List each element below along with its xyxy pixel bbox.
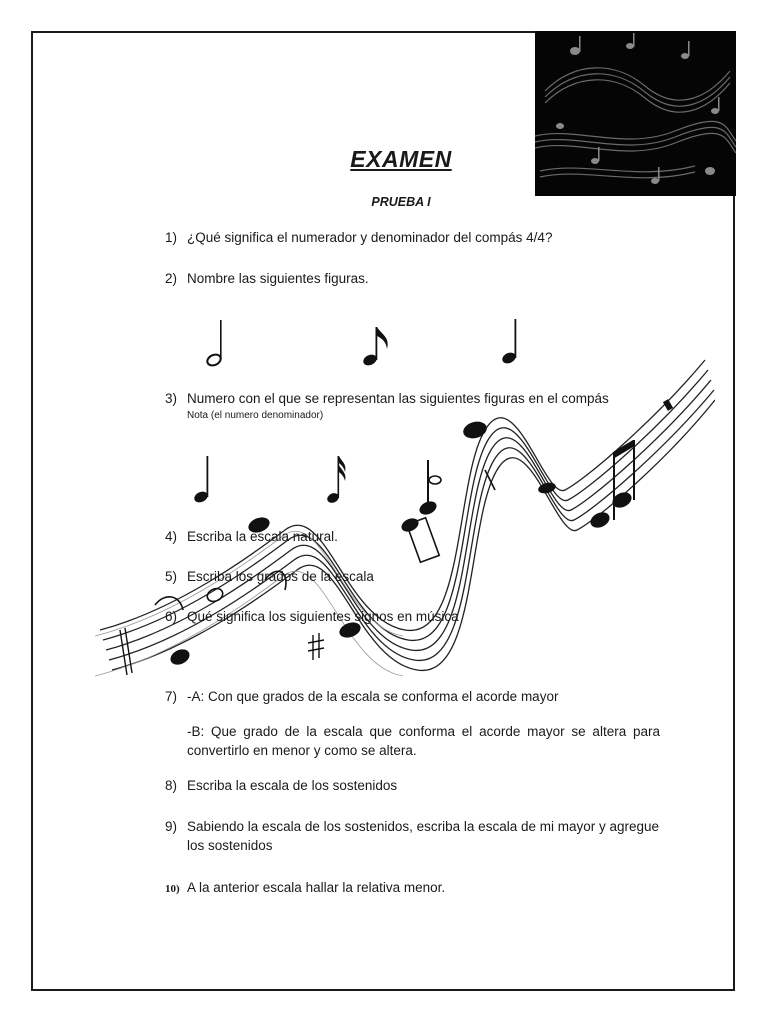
question-9: [165, 817, 665, 855]
question-text: Numero con el que se representan las siguientes figuras en el compás: [187, 391, 609, 406]
question-7-part-b: -B: Que grado de la escala que conforma el acorde mayor se altera para convertirlo en menor y como se altera.: [187, 724, 660, 758]
question-text: Escriba la escala de los sostenidos: [187, 778, 398, 793]
question-6: [165, 607, 459, 626]
question-number: 7): [165, 689, 178, 704]
question-4: [165, 527, 338, 546]
question-8: [165, 776, 397, 795]
page-title: EXAMEN: [350, 146, 452, 172]
question-text: A la anterior escala hallar la relativa menor.: [187, 880, 446, 895]
question-text: Sabiendo la escala de los sostenidos, escriba la escala de mi mayor y agregue los sostenidos: [187, 819, 660, 853]
question-3-note: Nota (el numero denominador): [187, 410, 324, 421]
question-text: Nombre las siguientes figuras.: [187, 271, 369, 286]
question-number: 10): [165, 883, 180, 895]
question-text: Escriba los grados de la escala: [187, 569, 374, 584]
question-number: 8): [165, 778, 178, 793]
question-3: [165, 389, 609, 408]
question-text: Qué significa los siguientes signos en música: [187, 609, 459, 624]
question-number: 2): [165, 271, 178, 286]
music-notes-corner-image: [535, 31, 736, 196]
question-1: [165, 228, 552, 247]
question-number: 1): [165, 230, 178, 245]
question-number: 3): [165, 391, 178, 406]
question-7: [165, 687, 558, 706]
page-subtitle: PRUEBA I: [371, 195, 431, 209]
question-text: Escriba la escala natural.: [187, 529, 338, 544]
question-number: 9): [165, 819, 178, 834]
question-text: -A: Con que grados de la escala se conforma el acorde mayor: [187, 689, 559, 704]
question-text: ¿Qué significa el numerador y denominador del compás 4/4?: [187, 230, 553, 245]
question-number: 6): [165, 609, 178, 624]
question-number: 4): [165, 529, 178, 544]
question-number: 5): [165, 569, 178, 584]
question-10: [165, 878, 445, 899]
question-5: [165, 567, 374, 586]
question-2: [165, 269, 369, 288]
